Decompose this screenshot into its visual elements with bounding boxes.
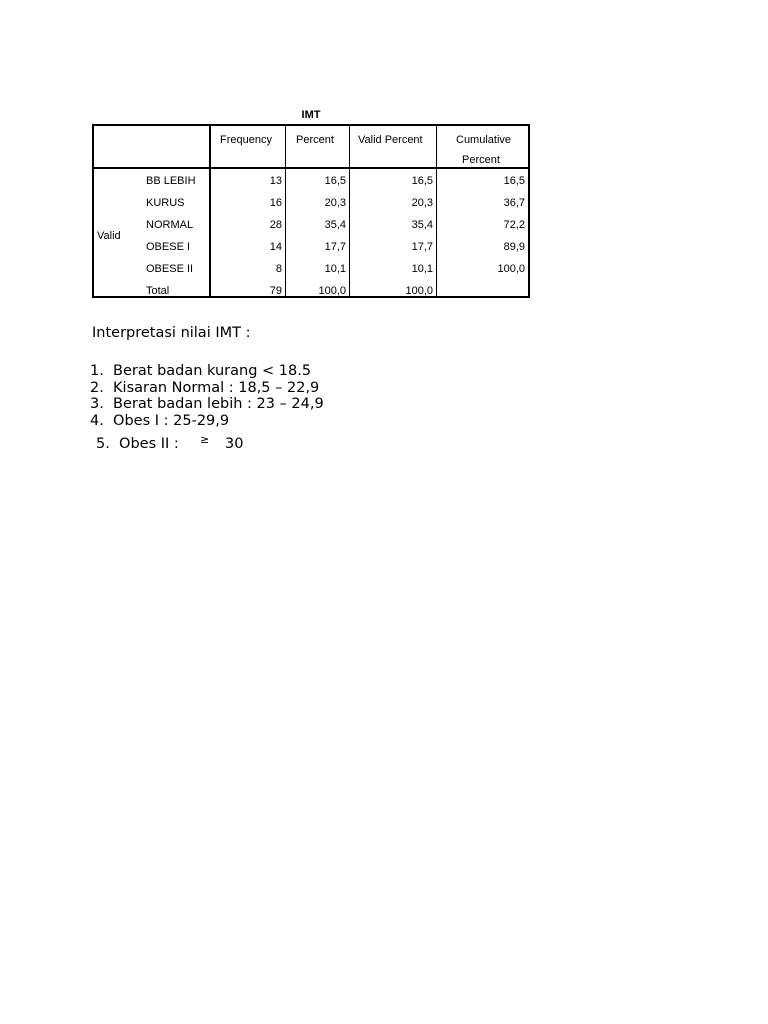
cell-cumulative-percent: 36,7	[503, 197, 525, 209]
cell-cumulative-percent: 72,2	[503, 219, 525, 231]
cell-frequency: 14	[269, 241, 282, 253]
cell-cumulative-percent: 16,5	[503, 175, 525, 187]
cell-cumulative-percent: 100,0	[497, 263, 525, 275]
cell-percent: 35,4	[324, 219, 346, 231]
cell-valid-percent: 100,0	[405, 285, 433, 297]
divider	[209, 126, 211, 296]
cell-frequency: 16	[269, 197, 282, 209]
header-cumulative-percent: Percent	[462, 154, 500, 166]
divider	[436, 126, 437, 296]
group-label: Valid	[97, 230, 121, 242]
cell-label: OBESE II	[146, 263, 194, 275]
imt-frequency-table	[92, 124, 530, 298]
divider	[285, 126, 286, 296]
cell-percent: 100,0	[318, 285, 346, 297]
table-title: IMT	[301, 109, 321, 121]
header-cumulative: Cumulative	[456, 134, 512, 146]
cell-frequency: 79	[269, 285, 282, 297]
cell-frequency: 8	[275, 263, 282, 275]
cell-valid-percent: 16,5	[411, 175, 433, 187]
divider	[349, 126, 350, 296]
header-percent: Percent	[296, 134, 334, 146]
cell-percent: 20,3	[324, 197, 346, 209]
cell-valid-percent: 17,7	[411, 241, 433, 253]
header-valid-percent: Valid Percent	[358, 134, 423, 146]
header-divider	[94, 167, 528, 169]
cell-frequency: 28	[269, 219, 282, 231]
cell-cumulative-percent: 89,9	[503, 241, 525, 253]
list-item-value: 30	[225, 436, 244, 452]
cell-frequency: 13	[269, 175, 282, 187]
cell-valid-percent: 20,3	[411, 197, 433, 209]
cell-label: BB LEBIH	[146, 175, 196, 187]
cell-percent: 17,7	[324, 241, 346, 253]
cell-valid-percent: 10,1	[411, 263, 433, 275]
header-frequency: Frequency	[220, 134, 272, 146]
cell-label: KURUS	[146, 197, 185, 209]
cell-percent: 16,5	[324, 175, 346, 187]
list-item: 5. Obes II :	[96, 436, 179, 452]
list-item: 2. Kisaran Normal : 18,5 – 22,9	[90, 380, 320, 396]
cell-label: Total	[146, 285, 170, 297]
cell-label: OBESE I	[146, 241, 191, 253]
list-item: 4. Obes I : 25-29,9	[90, 413, 230, 429]
cell-valid-percent: 35,4	[411, 219, 433, 231]
greater-equal-symbol: ≥	[200, 433, 210, 446]
interpretation-heading: Interpretasi nilai IMT :	[92, 325, 251, 341]
cell-percent: 10,1	[324, 263, 346, 275]
list-item: 1. Berat badan kurang < 18.5	[90, 363, 312, 379]
cell-label: NORMAL	[146, 219, 194, 231]
list-item: 3. Berat badan lebih : 23 – 24,9	[90, 396, 324, 412]
